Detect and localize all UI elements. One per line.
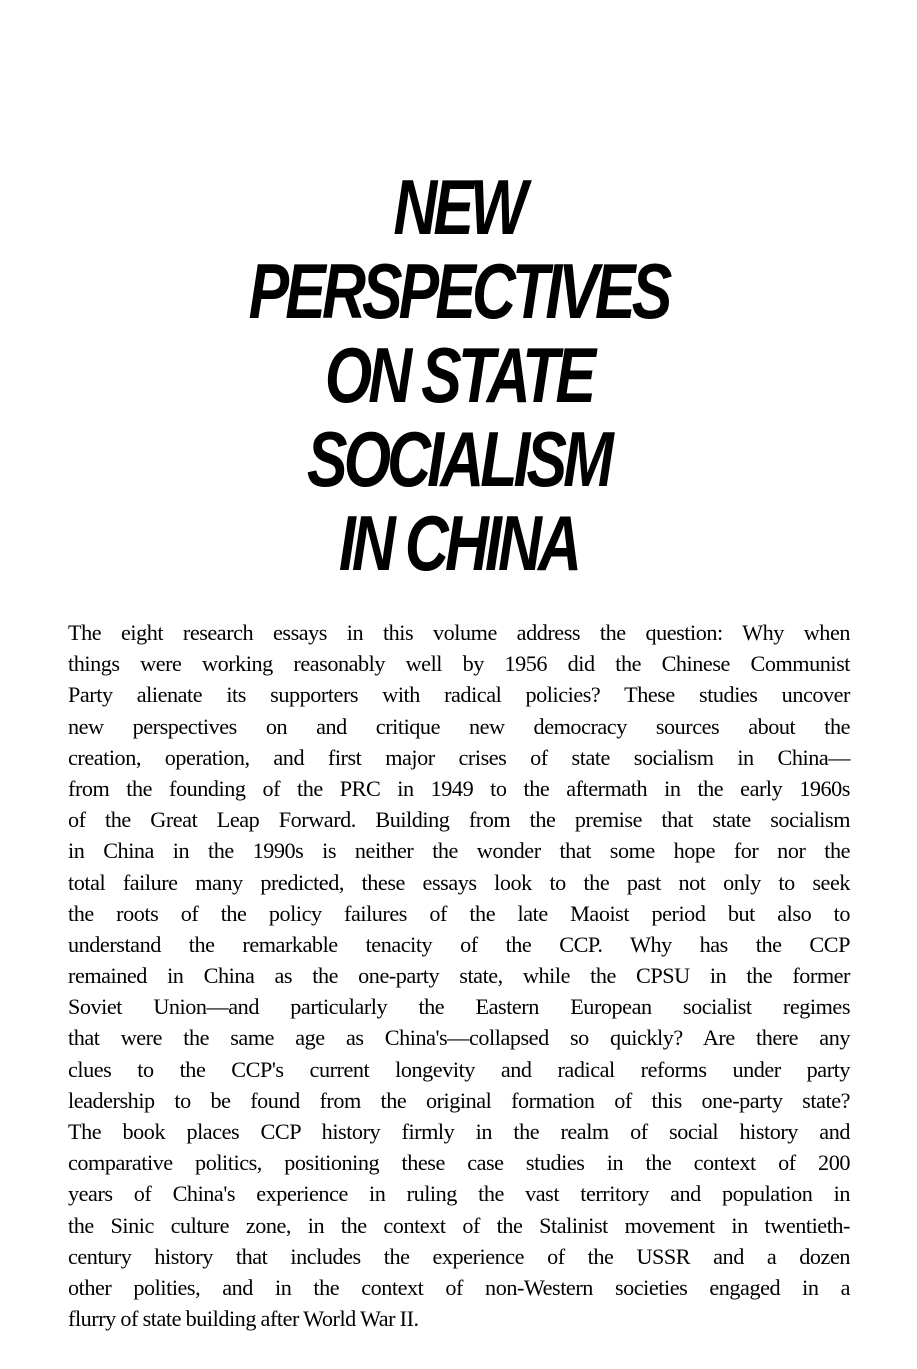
description-line: Party alienate its supporters with radical policies? These studies uncover xyxy=(68,682,850,708)
description-line: The eight research essays in this volume address the question: Why when xyxy=(68,620,850,645)
description-line: creation, operation, and first major crises of state socialism in China— xyxy=(68,744,850,770)
description-line: The book places CCP history firmly in the realm of social history and xyxy=(68,1119,850,1144)
description-line: remained in China as the one-party state, while the CPSU in the former xyxy=(68,963,850,989)
description-line: the Sinic culture zone, in the context of the Stalinist movement in twentieth- xyxy=(68,1212,850,1238)
description-line: in China in the 1990s is neither the wonder that some hope for nor the xyxy=(68,838,850,864)
description-line: of the Great Leap Forward. Building from the premise that state socialism xyxy=(68,807,850,833)
description-line: understand the remarkable tenacity of the CCP. Why has the CCP xyxy=(68,931,850,957)
description-line: total failure many predicted, these essays look to the past not only to seek xyxy=(68,869,850,895)
description-line: years of China's experience in ruling the vast territory and population in xyxy=(68,1181,850,1207)
description-line: Soviet Union—and particularly the Eastern European socialist regimes xyxy=(68,994,850,1020)
title-line: ON STATE xyxy=(324,331,593,419)
book-title xyxy=(0,165,917,585)
description-line: comparative politics, positioning these case studies in the context of 200 xyxy=(68,1150,850,1176)
description-line: things were working reasonably well by 1956 did the Chinese Communist xyxy=(68,651,850,677)
description-line: the roots of the policy failures of the late Maoist period but also to xyxy=(68,900,850,926)
description-line: that were the same age as China's—collapsed so quickly? Are there any xyxy=(68,1025,850,1051)
description-line: other polities, and in the context of non-Western societies engaged in a xyxy=(68,1274,850,1300)
description-line: flurry of state building after World War II. xyxy=(68,1306,419,1332)
title-line: NEW xyxy=(393,163,524,251)
title-line: SOCIALISM xyxy=(307,415,610,503)
description-line: leadership to be found from the original formation of this one-party state? xyxy=(68,1087,850,1113)
description-line: clues to the CCP's current longevity and radical reforms under party xyxy=(68,1056,850,1082)
title-line: IN CHINA xyxy=(338,499,579,587)
description-line: new perspectives on and critique new democracy sources about the xyxy=(68,713,850,739)
description-line: century history that includes the experience of the USSR and a dozen xyxy=(68,1243,850,1269)
book-description xyxy=(68,617,850,1334)
description-line: from the founding of the PRC in 1949 to the aftermath in the early 1960s xyxy=(68,775,850,801)
title-line: PERSPECTIVES xyxy=(248,247,669,335)
